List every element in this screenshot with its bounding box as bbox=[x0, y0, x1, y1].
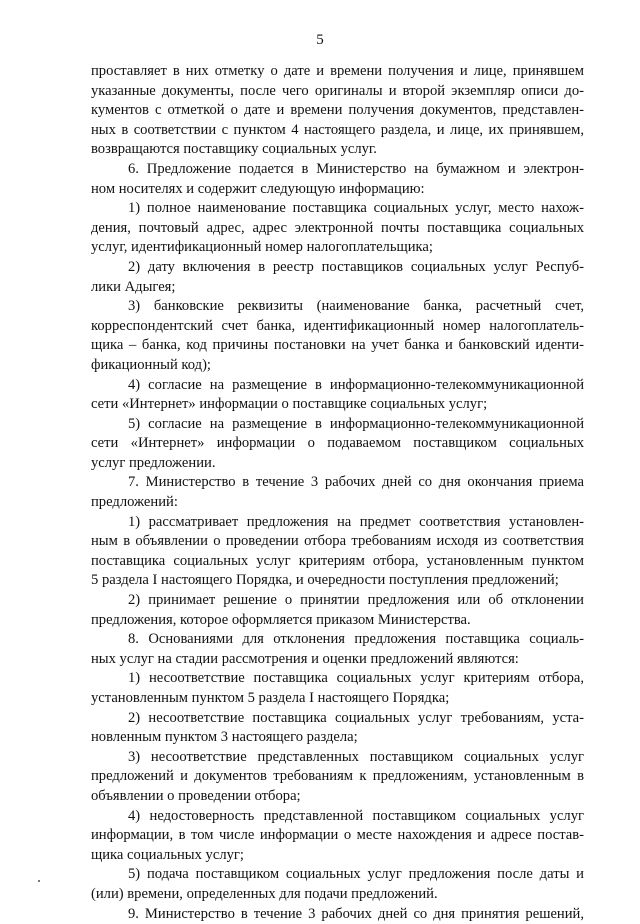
text-line: 9. Министерство в течение 3 рабочих дней со дня принятия решений, bbox=[128, 905, 584, 922]
text-line: предложений и документов требованиям к предложениям, установленным в bbox=[91, 768, 584, 785]
text-line: поставщика социальных услуг критериям отбора, установленным пунктом bbox=[91, 552, 584, 569]
text-line: услуг предложении. bbox=[91, 454, 216, 471]
text-line: 4) недостоверность представленной поставщиком социальных услуг bbox=[128, 807, 584, 824]
text-line: указанные документы, после чего оригиналы и второй экземпляр описи до- bbox=[91, 82, 584, 99]
text-line: 2) дату включения в реестр поставщиков социальных услуг Респуб- bbox=[128, 258, 584, 275]
text-line: предложения, которое оформляется приказом Министерства. bbox=[91, 611, 471, 628]
text-line: 4) согласие на размещение в информационно-телекоммуникационной bbox=[128, 376, 584, 393]
text-line: 5 раздела I настоящего Порядка, и очередности поступления предложений; bbox=[91, 572, 559, 589]
text-line: 6. Предложение подается в Министерство на бумажном и электрон- bbox=[128, 160, 584, 177]
text-line: фикационный код); bbox=[91, 356, 211, 373]
text-line: корреспондентский счет банка, идентификационный номер налогоплатель- bbox=[91, 317, 584, 334]
text-line: проставляет в них отметку о дате и времени получения и лице, принявшем bbox=[91, 63, 584, 79]
text-line: щика социальных услуг; bbox=[91, 846, 244, 863]
text-line: 1) несоответствие поставщика социальных услуг критериям отбора, bbox=[128, 670, 584, 687]
text-line: 7. Министерство в течение 3 рабочих дней со дня окончания приема bbox=[128, 474, 584, 491]
text-line: 8. Основаниями для отклонения предложения поставщика социаль- bbox=[128, 631, 584, 648]
text-line: информации, в том числе информации о месте нахождения и адресе постав- bbox=[91, 827, 584, 844]
text-line: 2) принимает решение о принятии предложения или об отклонении bbox=[128, 592, 584, 609]
text-line: (или) времени, определенных для подачи предложений. bbox=[91, 885, 438, 902]
text-line: 3) несоответствие представленных поставщиком социальных услуг bbox=[128, 748, 584, 765]
text-line: кументов с отметкой о дате и времени получения документов, представлен- bbox=[91, 102, 584, 119]
text-line: возвращаются поставщику социальных услуг. bbox=[91, 141, 377, 158]
text-line: 3) банковские реквизиты (наименование банка, расчетный счет, bbox=[128, 298, 584, 315]
text-line: ных в соответствии с пунктом 4 настоящего раздела, и лице, их принявшем, bbox=[91, 121, 584, 138]
text-line: услуг, идентификационный номер налогоплательщика; bbox=[91, 239, 433, 256]
text-line: лики Адыгея; bbox=[91, 278, 176, 295]
text-line: 5) согласие на размещение в информационно-телекоммуникационной bbox=[128, 415, 584, 432]
text-line: ных услуг на стадии рассмотрения и оценки предложений являются: bbox=[91, 650, 519, 667]
text-line: щика – банка, код причины постановки на учет банка и банковский иденти- bbox=[91, 337, 584, 354]
text-line: новленным пунктом 3 настоящего раздела; bbox=[91, 729, 358, 746]
text-line: дения, почтовый адрес, адрес электронной почты поставщика социальных bbox=[91, 219, 584, 236]
text-line: 1) полное наименование поставщика социальных услуг, место нахож- bbox=[128, 200, 584, 217]
document-body bbox=[91, 62, 584, 924]
text-line: 2) несоответствие поставщика социальных услуг требованиям, уста- bbox=[128, 709, 584, 726]
text-line: сети «Интернет» информации о подаваемом поставщиком социальных bbox=[91, 435, 584, 452]
text-line: 5) подача поставщиком социальных услуг предложения после даты и bbox=[128, 866, 584, 883]
text-line: ном носителях и содержит следующую информацию: bbox=[91, 180, 425, 197]
text-line: сети «Интернет» информации о поставщике социальных услуг; bbox=[91, 396, 488, 413]
scan-artifact bbox=[38, 880, 40, 882]
text-line: объявлении о проведении отбора; bbox=[91, 787, 301, 804]
text-line: установленным пунктом 5 раздела I настоящего Порядка; bbox=[91, 690, 450, 706]
text-line: предложений: bbox=[91, 494, 178, 511]
text-line: ным в объявлении о проведении отбора требованиям исходя из соответствия bbox=[91, 533, 584, 550]
text-line: 1) рассматривает предложения на предмет соответствия установлен- bbox=[128, 513, 584, 530]
page-number: 5 bbox=[316, 32, 324, 48]
